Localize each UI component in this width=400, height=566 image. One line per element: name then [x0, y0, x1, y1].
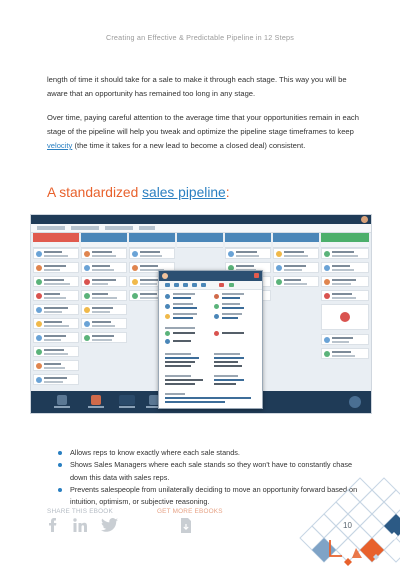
deal-card[interactable] — [81, 304, 127, 315]
add-button-icon[interactable] — [349, 396, 361, 408]
toolbar-item — [139, 226, 155, 230]
velocity-link[interactable]: velocity — [47, 141, 73, 150]
ebook-download-icon[interactable] — [180, 518, 192, 533]
toolbar-item — [105, 226, 133, 230]
note-icon[interactable] — [192, 283, 197, 287]
delete-icon[interactable] — [219, 283, 224, 287]
pipeline-column — [81, 248, 127, 403]
call-icon[interactable] — [165, 283, 170, 287]
pipeline-column — [33, 248, 79, 403]
decorative-diamond-pattern-icon — [290, 470, 400, 566]
linkedin-icon[interactable] — [73, 518, 87, 532]
deal-card[interactable] — [273, 276, 319, 287]
list-item-text: Shows Sales Managers where each sale stands so they won't have to constantly chase down this data with sales reps. — [70, 460, 353, 482]
deal-card[interactable] — [33, 374, 79, 385]
list-item-text: Allows reps to know exactly where each sale stands. — [70, 448, 240, 457]
deal-card[interactable] — [81, 332, 127, 343]
deal-card[interactable] — [81, 248, 127, 259]
deal-card[interactable] — [321, 304, 369, 330]
deal-card[interactable] — [129, 248, 175, 259]
pipeline-icon[interactable] — [91, 395, 101, 405]
deal-card[interactable] — [33, 290, 79, 301]
toolbar-item — [71, 226, 99, 230]
stage-header — [273, 233, 319, 242]
list-item-text: Prevents salespeople from unilaterally deciding to move an opportunity forward based on intuition, optimism, or subjective reasoning. — [70, 484, 358, 507]
stage-header — [81, 233, 127, 242]
active-tab-icon[interactable] — [119, 395, 135, 405]
deal-card[interactable] — [321, 290, 369, 301]
stage-header — [177, 233, 223, 242]
user-avatar — [361, 216, 368, 223]
heading-prefix: A standardized — [47, 185, 143, 200]
contact-avatar — [162, 273, 168, 279]
deal-card[interactable] — [33, 248, 79, 259]
pipeline-app-screenshot — [30, 214, 372, 414]
get-more-ebooks-link[interactable]: GET MORE EBOOKS — [157, 508, 223, 515]
stage-subheader — [177, 242, 223, 248]
pipeline-column — [321, 248, 369, 403]
task-icon[interactable] — [201, 283, 206, 287]
paragraph-2-text-b: (the time it takes for a new lead to become a closed deal) consistent. — [72, 141, 306, 150]
deal-card[interactable] — [273, 262, 319, 273]
paragraph-2-text-a: Over time, paying careful attention to the average time that your opportunities remain in each stage of the pipeline will help you tweak and optimize the pipeline stage timeframes to keep — [47, 113, 359, 136]
app-toolbar — [31, 224, 371, 233]
deal-card[interactable] — [33, 332, 79, 343]
deal-card[interactable] — [225, 248, 271, 259]
deal-card[interactable] — [321, 334, 369, 345]
home-icon[interactable] — [57, 395, 67, 405]
page-number: 10 — [343, 521, 352, 530]
stage-header — [33, 233, 79, 242]
app-top-bar — [31, 215, 371, 224]
deal-card[interactable] — [33, 318, 79, 329]
deal-card[interactable] — [273, 248, 319, 259]
sales-pipeline-link[interactable]: sales pipeline — [142, 185, 226, 200]
body-paragraph-1: length of time it should take for a sale to make it through each stage. This way you will be aware that an opportunity has remained too long in any stage. — [47, 75, 347, 98]
deal-card[interactable] — [321, 276, 369, 287]
deal-card[interactable] — [33, 346, 79, 357]
bullet-icon — [58, 451, 62, 455]
deal-card[interactable] — [81, 262, 127, 273]
share-this-ebook-label: SHARE THIS EBOOK — [47, 508, 113, 515]
stage-header — [321, 233, 369, 242]
deal-card[interactable] — [81, 290, 127, 301]
deal-card[interactable] — [81, 276, 127, 287]
deal-card[interactable] — [321, 262, 369, 273]
bullet-icon — [58, 463, 62, 467]
deal-card[interactable] — [33, 276, 79, 287]
bullet-icon — [58, 488, 62, 492]
save-icon[interactable] — [229, 283, 234, 287]
calendar-icon[interactable] — [183, 283, 188, 287]
twitter-icon[interactable] — [101, 518, 118, 532]
contact-detail-popup — [158, 270, 263, 409]
pipeline-column — [273, 248, 319, 403]
stage-header — [225, 233, 271, 242]
stage-header — [129, 233, 175, 242]
facebook-icon[interactable] — [47, 518, 59, 532]
deal-card[interactable] — [33, 262, 79, 273]
close-icon[interactable] — [254, 273, 259, 278]
email-icon[interactable] — [174, 283, 179, 287]
toolbar-item — [37, 226, 65, 230]
section-heading — [47, 185, 230, 200]
deal-card[interactable] — [33, 304, 79, 315]
list-item — [58, 447, 358, 459]
deal-card[interactable] — [321, 348, 369, 359]
heading-suffix: : — [225, 185, 230, 200]
body-paragraph-2 — [47, 111, 363, 153]
popup-toolbar — [159, 281, 262, 290]
deal-card[interactable] — [321, 248, 369, 259]
deal-card[interactable] — [33, 360, 79, 371]
popup-header — [159, 271, 262, 281]
deal-card[interactable] — [81, 318, 127, 329]
running-head: Creating an Effective & Predictable Pipeline in 12 Steps — [105, 33, 295, 42]
